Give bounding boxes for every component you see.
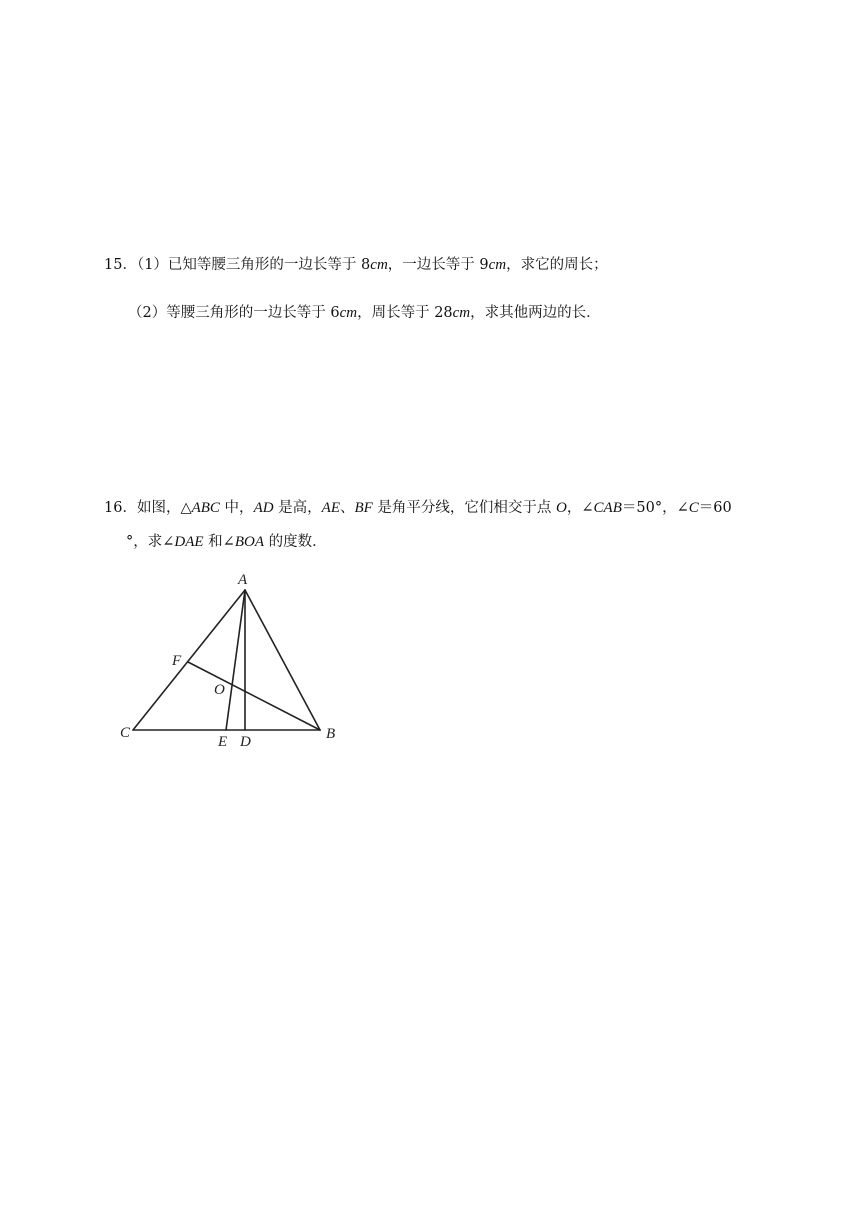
- label-a: A: [238, 572, 248, 588]
- label-b: B: [326, 726, 336, 742]
- label-d: D: [240, 734, 251, 750]
- bisector-bf: [188, 662, 320, 730]
- label-f: F: [172, 653, 182, 669]
- triangle-figure: [110, 568, 350, 758]
- question-15-part-1: 15．（1）已知等腰三角形的一边长等于 8cm，一边长等于 9cm，求它的周长；: [104, 257, 608, 273]
- label-c: C: [120, 725, 131, 741]
- question-15-number: 15．: [104, 257, 137, 273]
- question-16-number: 16．: [104, 500, 137, 516]
- side-ab: [245, 590, 320, 730]
- label-e: E: [218, 734, 228, 750]
- question-16-line-2: °，求∠DAE 和∠BOA 的度数．: [126, 534, 327, 550]
- question-15-part-2: （2）等腰三角形的一边长等于 6cm，周长等于 28cm，求其他两边的长．: [128, 305, 601, 321]
- question-16-line-1: 16．如图，△ABC 中，AD 是高，AE、BF 是角平分线，它们相交于点 O，∠CAB＝50°，∠C＝60: [104, 500, 732, 516]
- label-o: O: [214, 682, 225, 698]
